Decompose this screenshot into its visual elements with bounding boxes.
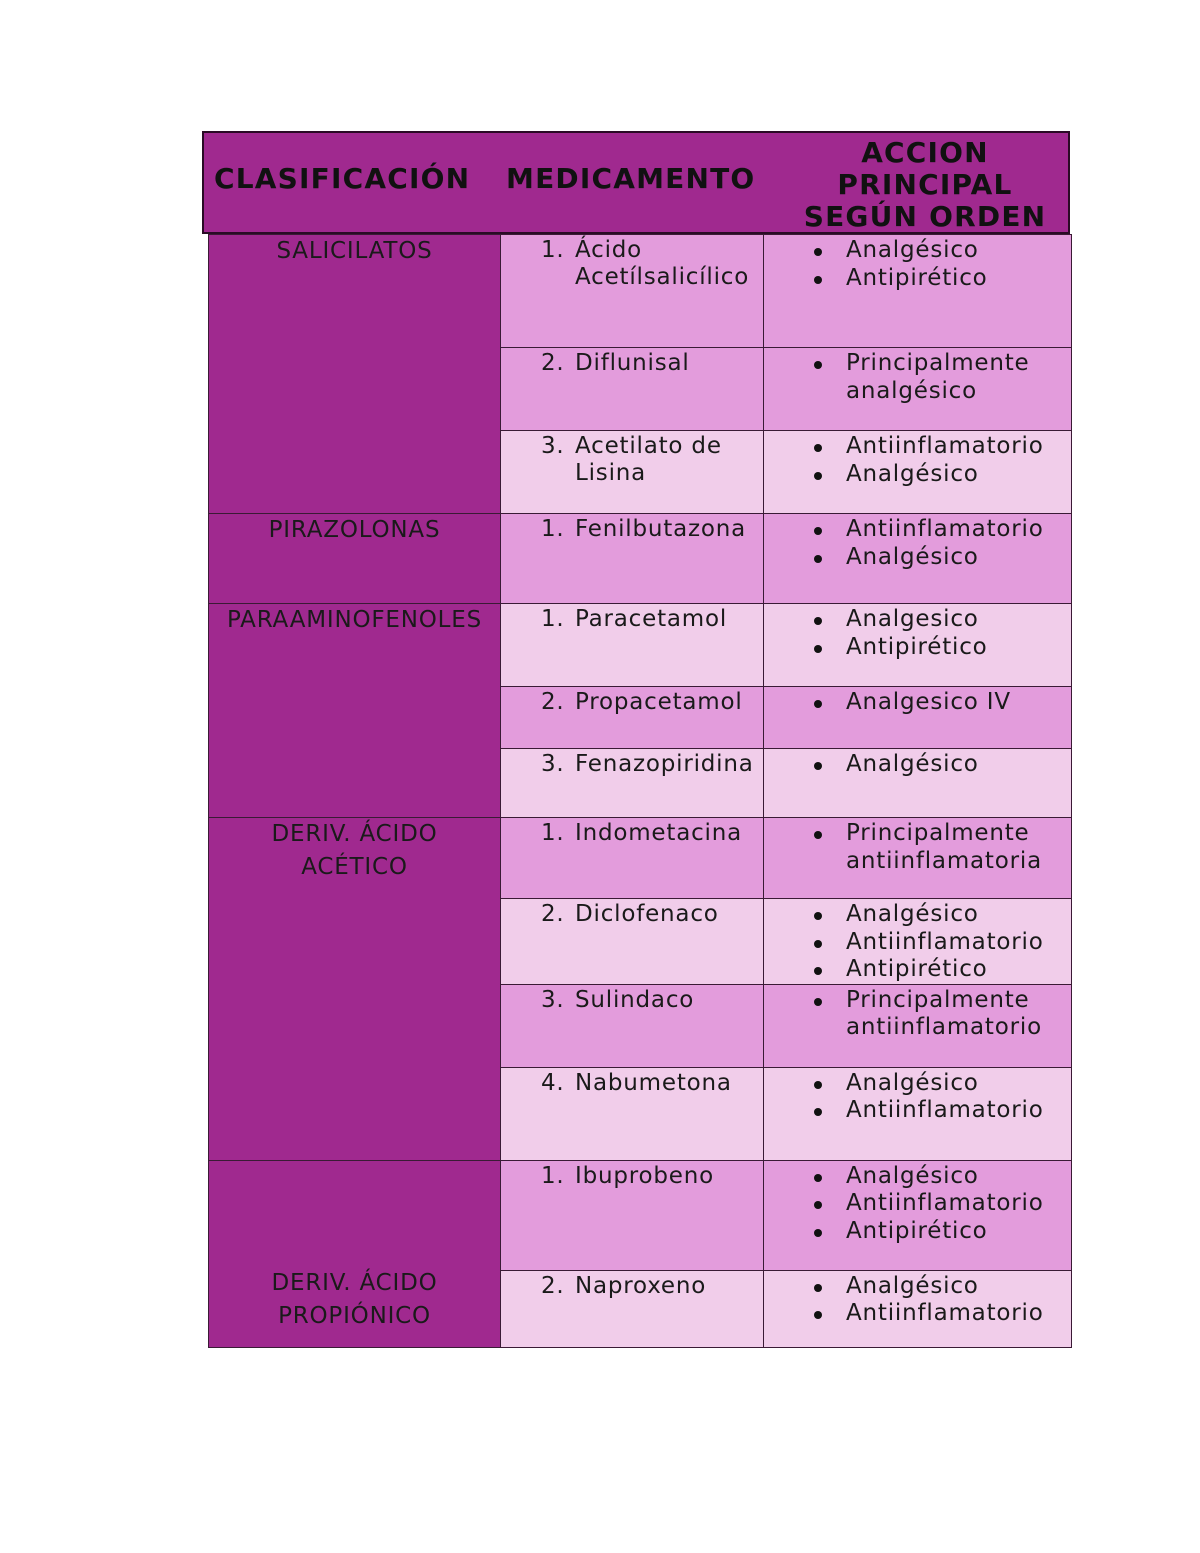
medication-number: 3.	[541, 986, 565, 1013]
action-item: Antipirético	[812, 1218, 1071, 1246]
classification-cell	[209, 818, 501, 1161]
medication-cell	[501, 749, 764, 818]
medication-name: Paracetamol	[575, 606, 728, 632]
medication-number: 1.	[541, 1162, 565, 1189]
action-item: Antipirético	[812, 956, 1071, 984]
medication-cell	[501, 604, 764, 687]
action-item: Antipirético	[812, 634, 1071, 662]
action-cell	[764, 749, 1072, 818]
medication-name: Nabumetona	[575, 1069, 732, 1096]
action-cell	[764, 1067, 1072, 1160]
action-cell	[764, 687, 1072, 749]
action-cell	[764, 984, 1072, 1067]
action-cell	[764, 1270, 1072, 1347]
medication-name: Diflunisal	[575, 350, 690, 376]
action-item: Analgésico	[812, 901, 1071, 929]
medication-name: Ácido Acetílsalicílico	[575, 237, 750, 290]
action-item: Analgésico	[812, 1070, 1071, 1098]
action-item: Analgésico	[812, 1273, 1071, 1301]
classification-cell	[209, 1160, 501, 1347]
classification-label: SALICILATOS	[276, 238, 433, 264]
action-cell	[764, 348, 1072, 431]
action-cell	[764, 431, 1072, 514]
action-item: Antiinflamatorio	[812, 1300, 1071, 1328]
classification-label: PIRAZOLONAS	[268, 517, 441, 543]
action-item: Antipirético	[812, 265, 1071, 293]
action-item: Principalmente antiinflamatoria	[812, 820, 1071, 875]
medication-cell	[501, 235, 764, 348]
medication-cell	[501, 1067, 764, 1160]
header-medication: MEDICAMENTO	[506, 162, 756, 195]
medication-name: Acetilato de Lisina	[575, 433, 722, 486]
medication-name: Ibuprobeno	[575, 1162, 714, 1189]
medication-name: Diclofenaco	[575, 901, 719, 927]
medication-number: 1.	[541, 237, 565, 263]
action-item: Analgésico	[812, 1163, 1071, 1191]
action-item: Antiinflamatorio	[812, 516, 1071, 544]
table-row	[209, 818, 1072, 899]
table-row	[209, 514, 1072, 604]
medication-number: 2.	[541, 1272, 565, 1299]
medication-name: Sulindaco	[575, 986, 695, 1013]
classification-label: DERIV. ÁCIDO PROPIÓNICO	[271, 1269, 438, 1329]
action-item: Principalmente antiinflamatorio	[812, 987, 1071, 1042]
medication-cell	[501, 1270, 764, 1347]
medication-cell	[501, 899, 764, 985]
medication-number: 1.	[541, 820, 565, 846]
action-item: Analgesico	[812, 606, 1071, 634]
medication-number: 1.	[541, 606, 565, 632]
classification-cell	[209, 514, 501, 604]
medication-cell	[501, 1160, 764, 1270]
medication-number: 2.	[541, 901, 565, 927]
action-cell	[764, 514, 1072, 604]
drug-classification-table	[208, 234, 1072, 1348]
medication-name: Indometacina	[575, 820, 743, 846]
table-row	[209, 1160, 1072, 1270]
header-action: ACCION PRINCIPAL SEGÚN ORDEN	[803, 136, 1047, 233]
action-item: Analgesico IV	[812, 689, 1071, 717]
medication-number: 4.	[541, 1069, 565, 1096]
medication-name: Fenilbutazona	[575, 516, 746, 542]
action-item: Analgésico	[812, 237, 1071, 265]
medication-cell	[501, 687, 764, 749]
table-row	[209, 604, 1072, 687]
classification-cell	[209, 235, 501, 514]
action-item: Antiinflamatorio	[812, 1190, 1071, 1218]
action-item: Principalmente analgésico	[812, 350, 1071, 405]
medication-cell	[501, 514, 764, 604]
action-item: Antiinflamatorio	[812, 1097, 1071, 1125]
action-item: Antiinflamatorio	[812, 433, 1071, 461]
medication-number: 3.	[541, 433, 565, 459]
medication-number: 2.	[541, 350, 565, 376]
action-item: Analgésico	[812, 751, 1071, 779]
action-item: Analgésico	[812, 544, 1071, 572]
medication-cell	[501, 818, 764, 899]
table-header	[202, 131, 1070, 234]
medication-cell	[501, 431, 764, 514]
action-cell	[764, 1160, 1072, 1270]
medication-name: Propacetamol	[575, 689, 743, 715]
table-row	[209, 235, 1072, 348]
action-cell	[764, 899, 1072, 985]
classification-label: PARAAMINOFENOLES	[226, 607, 483, 633]
medication-name: Fenazopiridina	[575, 751, 754, 777]
action-cell	[764, 235, 1072, 348]
action-cell	[764, 818, 1072, 899]
classification-cell	[209, 604, 501, 818]
medication-cell	[501, 984, 764, 1067]
medication-number: 1.	[541, 516, 565, 542]
medication-number: 3.	[541, 751, 565, 777]
action-item: Analgésico	[812, 461, 1071, 489]
classification-label: DERIV. ÁCIDO ACÉTICO	[271, 821, 438, 880]
action-item: Antiinflamatorio	[812, 929, 1071, 957]
header-classification: CLASIFICACIÓN	[214, 162, 471, 195]
action-cell	[764, 604, 1072, 687]
medication-name: Naproxeno	[575, 1272, 707, 1299]
medication-number: 2.	[541, 689, 565, 715]
medication-cell	[501, 348, 764, 431]
